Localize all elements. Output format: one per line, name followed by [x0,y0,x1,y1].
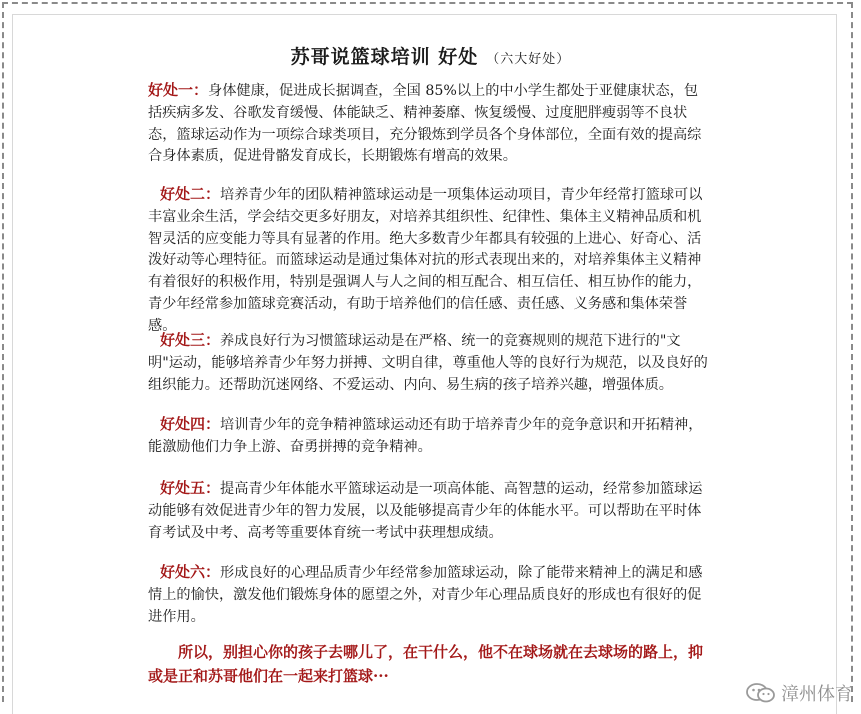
benefit-1-text: 身体健康，促进成长据调查，全国 85%以上的中小学生都处于亚健康状态，包括疾病多发、谷歌发育缓慢、体能缺乏、精神萎靡、恢复缓慢、过度肥胖瘦弱等不良状态，篮球运动作为一项综合球类项目，充分锻炼到学员各个身体部位，全面有效的提高综合身体素质，促进骨骼发育成长，长期锻炼有增高的效果。 [148,83,702,165]
benefit-1-label: 好处一： [148,81,209,99]
benefit-6-label: 好处六： [160,563,221,581]
wechat-official-account-icon [745,681,777,705]
benefit-3-label: 好处三： [160,331,221,349]
benefit-5 [148,478,708,544]
watermark-text: 漳州体育 [781,684,853,705]
conclusion-text: 所以，别担心你的孩子去哪儿了，在干什么，他不在球场就在去球场的路上，抑或是正和苏哥他们在一起来打篮球··· [148,643,704,685]
title-text: 苏哥说篮球培训 好处 [290,46,479,68]
benefit-2-label: 好处二： [160,185,221,203]
title-subtitle: （六大好处） [486,52,571,67]
benefit-5-text: 提高青少年体能水平篮球运动是一项高体能、高智慧的运动，经常参加篮球运动能够有效促进青少年的智力发展，以及能够提高青少年的体能水平。可以帮助在平时体育考试及中考、高考等重要体育统一考试中获理想成绩。 [148,481,703,541]
benefit-1 [148,80,708,168]
watermark [745,680,853,706]
benefit-3 [148,330,708,396]
benefit-4 [148,414,708,459]
benefit-2 [148,184,708,338]
page-title [0,42,861,69]
benefit-5-label: 好处五： [160,479,221,497]
benefit-4-text: 培训青少年的竞争精神篮球运动还有助于培养青少年的竞争意识和开拓精神，能激励他们力争上游、奋勇拼搏的竞争精神。 [148,417,703,455]
benefit-6-text: 形成良好的心理品质青少年经常参加篮球运动，除了能带来精神上的满足和感情上的愉快，激发他们锻炼身体的愿望之外，对青少年心理品质良好的形成也有很好的促进作用。 [148,565,703,625]
benefit-3-text: 养成良好行为习惯篮球运动是在严格、统一的竞赛规则的规范下进行的"文明"运动，能够培养青少年努力拼搏、文明自律，尊重他人等的良好行为规范，以及良好的组织能力。还帮助沉迷网络、不爱运动、内向、易生病的孩子培养兴趣，增强体质。 [148,333,708,393]
benefit-6 [148,562,708,628]
benefit-2-text: 培养青少年的团队精神篮球运动是一项集体运动项目，青少年经常打篮球可以丰富业余生活，学会结交更多好朋友，对培养其组织性、纪律性、集体主义精神品质和机智灵活的应变能力等具有显著的作用。绝大多数青少年都具有较强的上进心、好奇心、活泼好动等心理特征。而篮球运动是通过集体对抗的形式表现出来的，对培养集体主义精神有着很好的积极作用，特别是强调人与人之间的相互配合、相互信任、相互协作的能力，青少年经常参加篮球竞赛活动，有助于培养他们的信任感、责任感、义务感和集体荣誉感。 [148,187,703,334]
benefit-4-label: 好处四： [160,415,221,433]
